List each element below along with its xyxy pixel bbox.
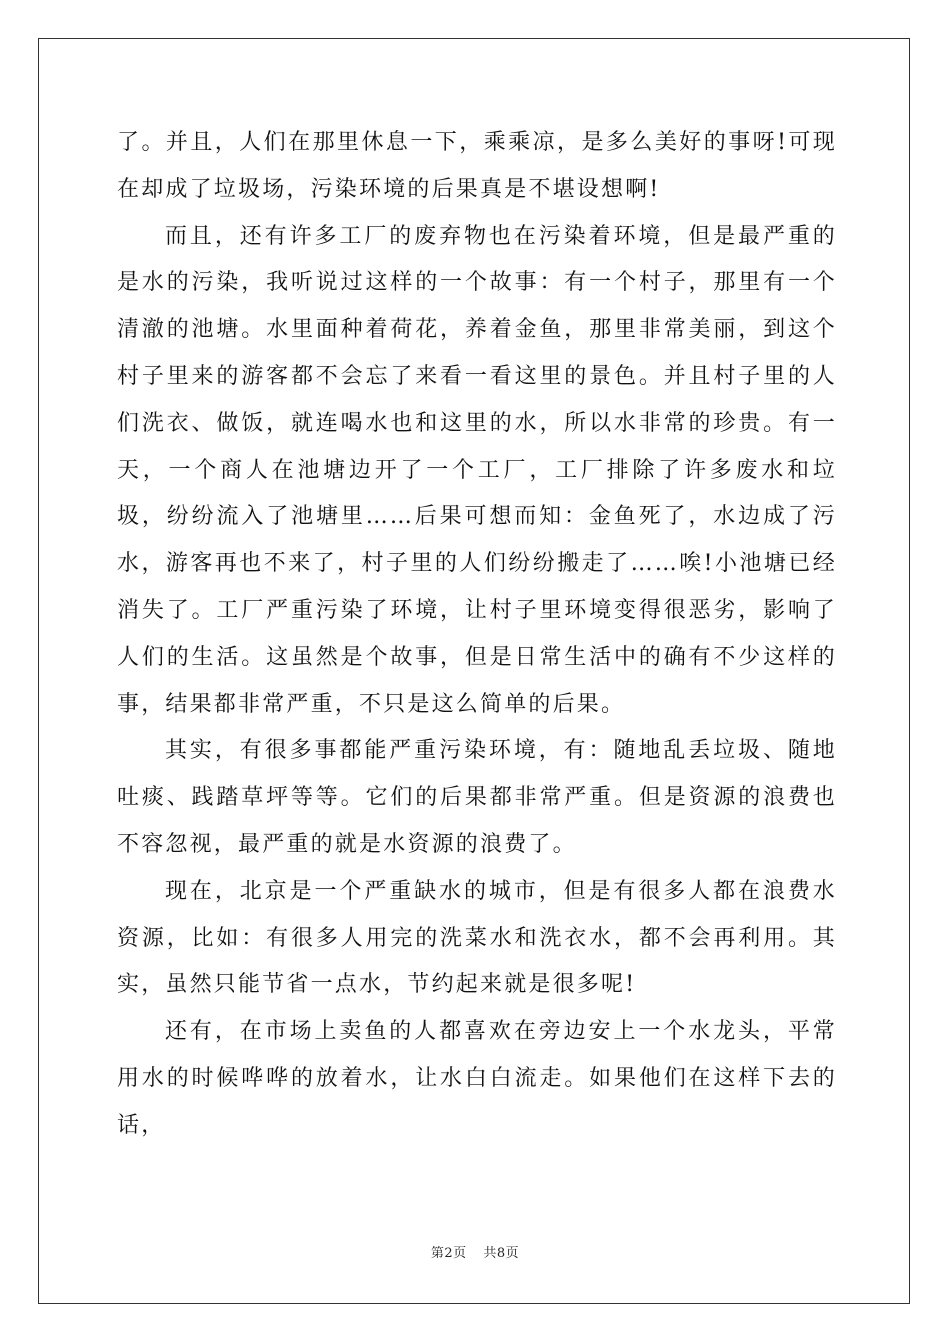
page-number-current: 第2页 bbox=[430, 1246, 467, 1261]
paragraph-5: 还有，在市场上卖鱼的人都喜欢在旁边安上一个水龙头，平常用水的时候哗哗的放着水，让水白白流走。如果他们在这样下去的话， bbox=[117, 1019, 837, 1138]
paragraph-3: 其实，有很多事都能严重污染环境，有：随地乱丢垃圾、随地吐痰、践踏草坪等等。它们的后果都非常严重。但是资源的浪费也不容忽视，最严重的就是水资源的浪费了。 bbox=[117, 738, 837, 857]
paragraph-4: 现在，北京是一个严重缺水的城市，但是有很多人都在浪费水资源，比如：有很多人用完的洗菜水和洗衣水，都不会再利用。其实，虽然只能节省一点水，节约起来就是很多呢! bbox=[117, 878, 837, 998]
paragraph-2: 而且，还有许多工厂的废弃物也在污染着环境，但是最严重的是水的污染，我听说过这样的一个故事：有一个村子，那里有一个清澈的池塘。水里面种着荷花，养着金鱼，那里非常美丽，到这个村子里来的游客都不会忘了来看一看这里的景色。并且村子里的人们洗衣、做饭，就连喝水也和这里的水，所以水非常的珍贵。有一天，一个商人在池塘边开了一个工厂，工厂排除了许多废水和垃圾，纷纷流入了池塘里……后果可想而知：金鱼死了，水边成了污水，游客再也不来了，村子里的人们纷纷搬走了……唉!小池塘已经消失了。工厂严重污染了环境，让村子里环境变得很恶劣，影响了人们的生活。这虽然是个故事，但是日常生活中的确有不少这样的事，结果都非常严重，不只是这么简单的后果。 bbox=[117, 223, 837, 717]
document-body bbox=[117, 120, 837, 1150]
page-footer bbox=[0, 1242, 950, 1261]
page-number-total: 共8页 bbox=[483, 1246, 520, 1261]
paragraph-1: 了。并且，人们在那里休息一下，乘乘凉，是多么美好的事呀!可现在却成了垃圾场，污染环境的后果真是不堪设想啊! bbox=[117, 130, 837, 202]
